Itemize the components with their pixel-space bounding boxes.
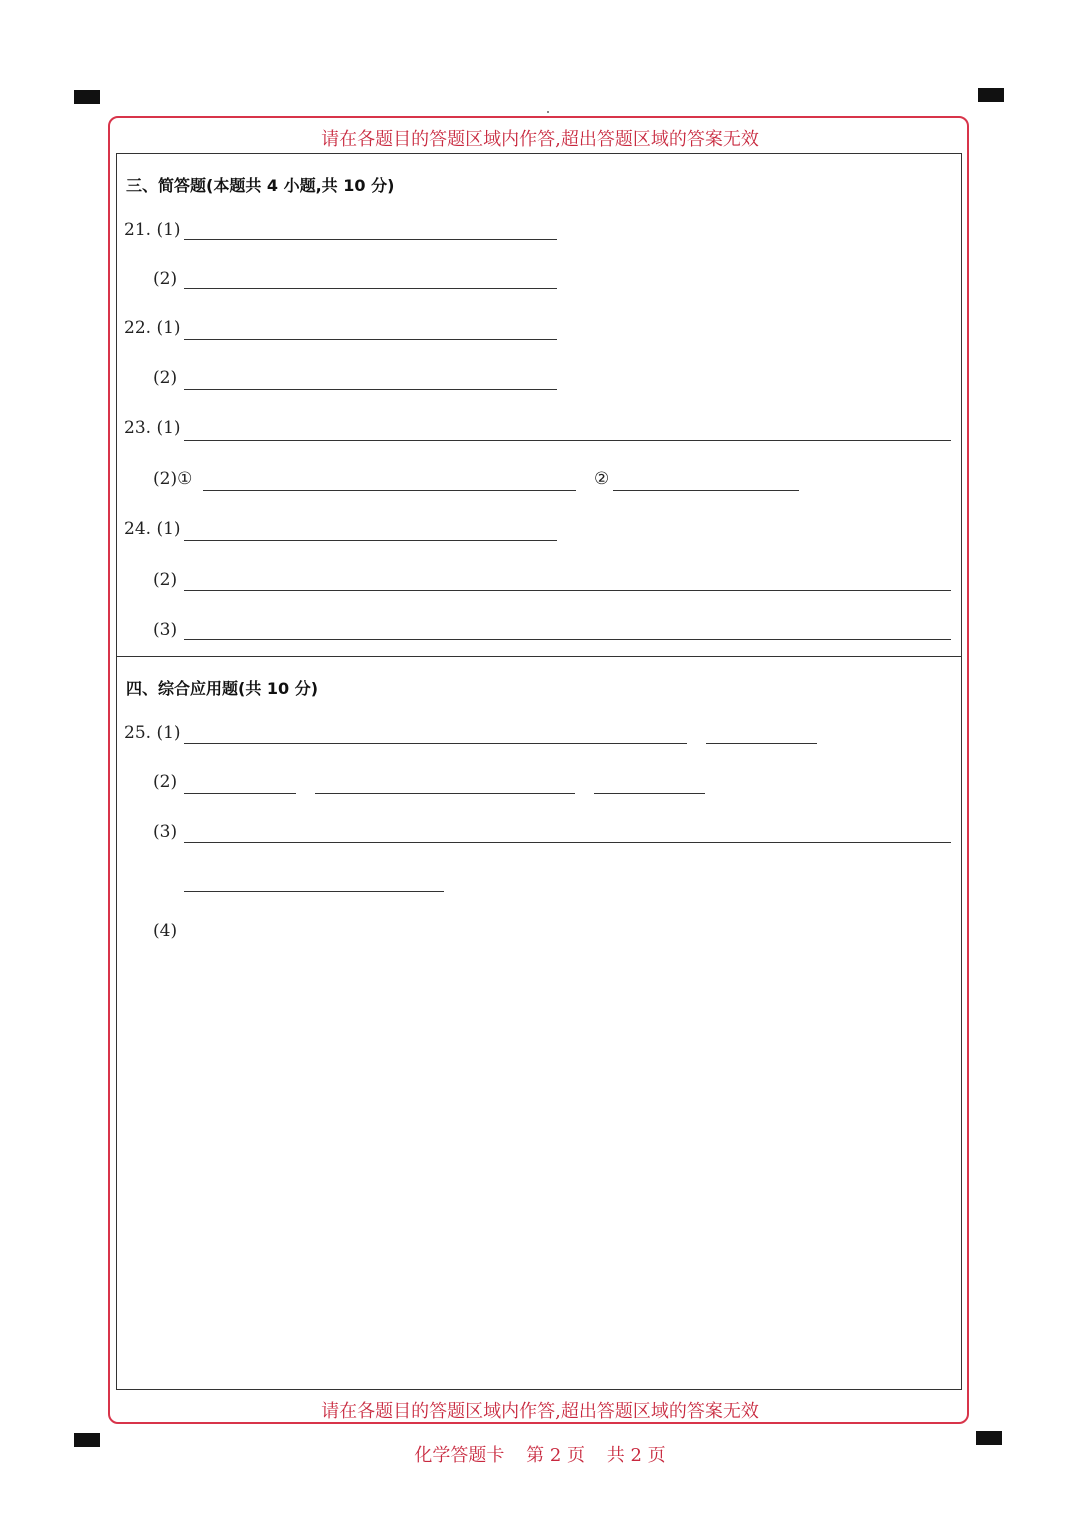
- answer-line-25-3-b[interactable]: [184, 891, 444, 892]
- question-21-2-label: (2): [153, 269, 178, 289]
- section4-box: [116, 656, 962, 1390]
- question-25-3-label: (3): [153, 822, 178, 842]
- question-22-2-label: (2): [153, 368, 178, 388]
- question-24-2-label: (2): [153, 570, 178, 590]
- footer-page-total: 共 2 页: [606, 1445, 666, 1466]
- answer-line-22-2[interactable]: [184, 389, 557, 390]
- answer-line-24-3[interactable]: [184, 639, 951, 640]
- question-25-4-label: (4): [153, 921, 178, 941]
- scan-dot: [547, 111, 549, 113]
- question-21-1-label: 21. (1): [124, 220, 181, 240]
- registration-mark-top-right: [978, 88, 1004, 102]
- answer-line-25-2-a[interactable]: [184, 793, 296, 794]
- answer-line-25-2-b[interactable]: [315, 793, 575, 794]
- answer-line-23-2-b[interactable]: [613, 490, 799, 491]
- answer-line-23-1[interactable]: [184, 440, 951, 441]
- answer-line-25-2-c[interactable]: [594, 793, 705, 794]
- section3-box: [116, 153, 962, 657]
- answer-line-25-1-b[interactable]: [706, 743, 817, 744]
- answer-line-24-2[interactable]: [184, 590, 951, 591]
- answer-line-24-1[interactable]: [184, 540, 557, 541]
- answer-line-25-3-a[interactable]: [184, 842, 951, 843]
- header-note: 请在各题目的答题区域内作答,超出答题区域的答案无效: [321, 129, 759, 150]
- footer-page-number: 第 2 页: [526, 1445, 585, 1466]
- question-25-2-label: (2): [153, 772, 178, 792]
- registration-mark-top-left: [74, 90, 100, 104]
- section4-title: 四、综合应用题(共 10 分): [126, 679, 319, 698]
- answer-line-21-2[interactable]: [184, 288, 557, 289]
- question-23-2b-label: ②: [594, 469, 610, 489]
- answer-line-21-1[interactable]: [184, 239, 557, 240]
- footer-subject: 化学答题卡: [414, 1445, 505, 1466]
- answer-line-22-1[interactable]: [184, 339, 557, 340]
- question-22-1-label: 22. (1): [124, 318, 181, 338]
- answer-line-25-1-a[interactable]: [184, 743, 687, 744]
- footer-note: 请在各题目的答题区域内作答,超出答题区域的答案无效: [321, 1401, 759, 1422]
- page-footer: [0, 1441, 1080, 1467]
- answer-line-23-2-a[interactable]: [203, 490, 576, 491]
- section3-title: 三、简答题(本题共 4 小题,共 10 分): [126, 176, 395, 195]
- question-25-1-label: 25. (1): [124, 723, 181, 743]
- question-24-1-label: 24. (1): [124, 519, 181, 539]
- question-24-3-label: (3): [153, 620, 178, 640]
- question-23-1-label: 23. (1): [124, 418, 181, 438]
- question-23-2-label: (2)①: [153, 469, 193, 489]
